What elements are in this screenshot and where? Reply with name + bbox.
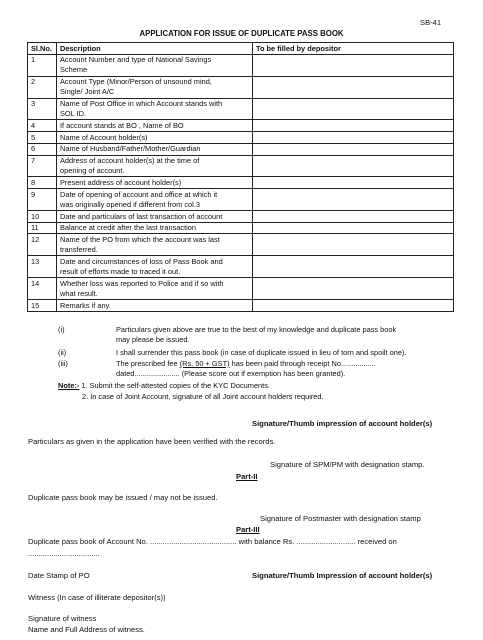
row-number: 11 [28,222,57,234]
row-number: 15 [28,300,57,312]
form-code: SB-41 [420,18,442,27]
row-description [57,177,253,189]
declaration-text-line: I shall surrender this pass book (in case of duplicate issued in lieu of torn and spoilt one). [116,348,407,357]
row-description [57,300,253,312]
table-row [28,234,454,256]
row-number: 9 [28,189,57,211]
row-description [57,132,253,144]
header-slno: Sl.No. [28,43,57,55]
header-depositor: To be filled by depositor [253,43,454,55]
description-line: Scheme [60,65,88,75]
depositor-entry-field[interactable] [253,76,454,98]
table-row [28,300,454,312]
details-table [27,42,454,312]
depositor-entry-field[interactable] [253,300,454,312]
row-description [57,54,253,76]
description-line: Name of Husband/Father/Mother/Guardian [60,144,201,154]
row-description [57,189,253,211]
row-description [57,143,253,155]
row-number: 3 [28,98,57,120]
description-line: Name of Account holder(s) [60,132,148,142]
depositor-entry-field[interactable] [253,234,454,256]
part-2-text: Duplicate pass book may be issued / may not be issued. [28,493,218,502]
description-line: Address of account holder(s) at the time of [60,156,200,166]
table-row [28,155,454,177]
spm-signature-label: Signature of SPM/PM with designation stamp. [270,460,425,469]
description-line: Present address of account holder(s) [60,177,182,187]
description-line: Remarks if any. [60,300,111,310]
table-header-row [28,43,454,55]
description-line: Date and particulars of last transaction of account [60,211,223,221]
description-line: Account Type (Minor/Person of unsound mind, [60,77,212,87]
description-line: result of efforts made to traced it out. [60,267,181,277]
part-3-title: Part-III [236,525,260,534]
row-description [57,256,253,278]
description-line: If account stands at BO , Name of BO [60,120,184,130]
header-description: Description [57,43,253,55]
row-number: 6 [28,143,57,155]
depositor-entry-field[interactable] [253,155,454,177]
row-number: 12 [28,234,57,256]
row-description [57,120,253,132]
declaration-text-line: has been paid through receipt No................. [229,359,376,368]
note-item-2: 2. In case of Joint Account, signature of all Joint account holders required. [82,392,324,401]
table-row [28,120,454,132]
depositor-entry-field[interactable] [253,143,454,155]
description-line: opening of account. [60,166,125,176]
row-number: 2 [28,76,57,98]
row-number: 1 [28,54,57,76]
depositor-entry-field[interactable] [253,189,454,211]
depositor-entry-field[interactable] [253,132,454,144]
witness-name-address-label: Name and Full Address of witness. [28,625,145,634]
form-title: APPLICATION FOR ISSUE OF DUPLICATE PASS BOOK [139,29,344,38]
description-line: Single/ Joint A/C [60,87,115,97]
postmaster-signature-label: Signature of Postmaster with designation stamp [260,514,421,523]
description-line: Name of Post Office in which Account stands with [60,99,223,109]
depositor-entry-field[interactable] [253,177,454,189]
account-holder-signature-label: Signature/Thumb Impression of account holder(s) [252,571,433,580]
row-number: 14 [28,278,57,300]
table-row [28,54,454,76]
row-description [57,98,253,120]
table-row [28,76,454,98]
table-row [28,278,454,300]
depositor-signature-label: Signature/Thumb impression of account holder(s) [252,419,433,428]
row-description [57,278,253,300]
description-line: Date and circumstances of loss of Pass Book and [60,256,223,266]
row-number: 5 [28,132,57,144]
depositor-entry-field[interactable] [253,278,454,300]
table-row [28,132,454,144]
row-description [57,211,253,223]
declaration-text-line: Particulars given above are true to the best of my knowledge and duplicate pass book [116,325,397,334]
note-1 [58,381,270,391]
declaration-text-line: dated...................... (Please score out if exemption has been granted). [116,369,346,379]
declaration-2 [58,348,453,359]
part-3-line-2: .................................. [28,549,100,558]
declaration-text-line: The prescribed fee [116,359,180,368]
row-number: 10 [28,211,57,223]
depositor-entry-field[interactable] [253,256,454,278]
description-line: Whether loss was reported to Police and if so with [60,278,224,288]
declaration-text-line: may please be issued. [116,335,190,345]
declaration-number: (iii) [58,359,68,368]
row-description [57,155,253,177]
description-line: Account Number and type of National Savings [60,55,212,65]
date-stamp-label: Date Stamp of PO [28,571,90,580]
description-line: Name of the PO from which the account was last [60,234,220,244]
declaration-3 [58,359,453,380]
description-line: Date of opening of account and office at which it [60,189,218,199]
note-label: Note:- [58,381,80,390]
part-2-title: Part-II [236,472,258,481]
declaration-number: (ii) [58,348,67,357]
row-number: 4 [28,120,57,132]
table-row [28,211,454,223]
description-line: transferred. [60,245,98,255]
description-line: was originally opened if different from col.3 [60,199,200,209]
depositor-entry-field[interactable] [253,54,454,76]
table-row [28,189,454,211]
declaration-1 [58,325,453,346]
verification-text: Particulars as given in the application have been verified with the records. [28,437,276,446]
row-number: 8 [28,177,57,189]
depositor-entry-field[interactable] [253,98,454,120]
witness-label: Witness (In case of illiterate depositor(s)) [28,593,166,602]
witness-signature-label: Signature of witness [28,614,97,623]
row-description [57,222,253,234]
description-line: what result. [60,288,98,298]
part-3-line-1: Duplicate pass book of Account No. ......................................... with balance Rs. ............................ received on [28,537,397,546]
depositor-entry-field[interactable] [253,222,454,234]
row-number: 13 [28,256,57,278]
description-line: Balance at credit after the last transaction [60,223,196,233]
table-row [28,143,454,155]
declaration-number: (i) [58,325,65,334]
row-description [57,76,253,98]
row-number: 7 [28,155,57,177]
row-description [57,234,253,256]
table-row [28,98,454,120]
table-row [28,222,454,234]
depositor-entry-field[interactable] [253,211,454,223]
table-row [28,177,454,189]
note-item-1: 1. Submit the self-attested copies of the KYC Documents. [79,381,270,390]
table-row [28,256,454,278]
depositor-entry-field[interactable] [253,120,454,132]
fee-amount: (Rs. 50 + GST) [179,359,230,368]
description-line: SOL ID. [60,109,87,119]
